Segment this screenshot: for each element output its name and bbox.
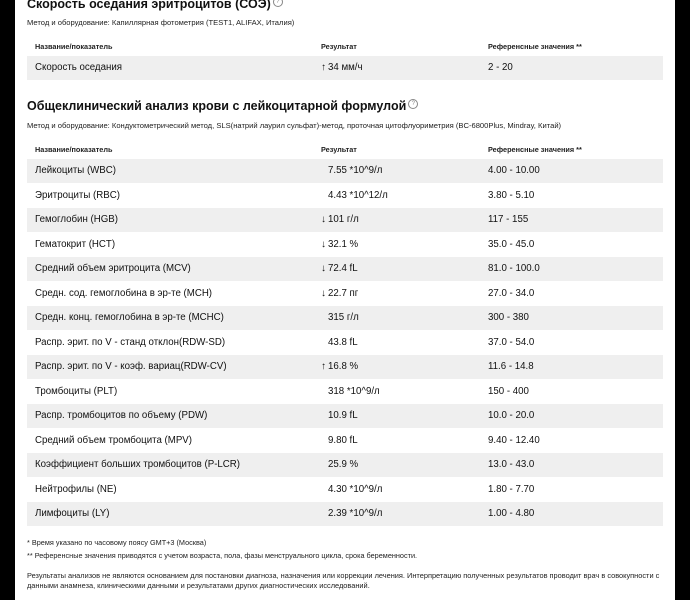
row-reference: 10.0 - 20.0 (488, 410, 535, 421)
row-reference: 3.80 - 5.10 (488, 189, 535, 201)
table-row (27, 159, 663, 183)
row-name: Распр. эрит. по V - станд отклон(RDW-SD) (35, 336, 226, 348)
row-name: Средний объем тромбоцита (MPV) (35, 434, 192, 446)
table-row (27, 404, 663, 428)
table-row (27, 257, 663, 281)
row-name: Средн. сод. гемоглобина в эр-те (MCH) (35, 287, 213, 299)
header-result: Результат (321, 145, 357, 154)
arrow-up-icon: ↑ (321, 62, 326, 73)
row-result-value: 101 г/л (328, 214, 359, 225)
table-row (27, 184, 663, 208)
table-row (27, 56, 663, 80)
table-row (27, 233, 663, 257)
row-name: Коэффициент больших тромбоцитов (P-LCR) (35, 459, 241, 470)
row-reference: 1.00 - 4.80 (488, 508, 535, 519)
row-result-value: 34 мм/ч (328, 62, 363, 73)
info-icon[interactable]: ? (273, 0, 283, 7)
row-result-value: 10.9 fL (328, 410, 358, 421)
row-reference: 300 - 380 (488, 312, 529, 323)
row-result (328, 459, 358, 470)
row-result-value: 16.8 % (328, 361, 359, 372)
row-result-value: 4.30 *10^9/л (328, 483, 383, 495)
row-reference: 1.80 - 7.70 (488, 483, 535, 495)
row-result (328, 508, 382, 519)
row-reference: 13.0 - 43.0 (488, 459, 535, 470)
arrow-down-icon: ↓ (321, 214, 326, 225)
row-reference: 27.0 - 34.0 (488, 287, 535, 299)
header-name: Название/показатель (35, 42, 113, 51)
table-row (27, 355, 663, 379)
row-result-value: 72.4 fL (328, 263, 358, 274)
cbc-method: Метод и оборудование: Кондуктометрический метод, SLS(натрий лаурил сульфат)-метод, проточная цитофлуориметрия (BC-6800Plus, Mindray, Китай) (27, 121, 562, 130)
row-result-value: 318 *10^9/л (328, 385, 380, 397)
table-row (27, 453, 663, 477)
row-reference: 117 - 155 (488, 214, 529, 225)
row-result-value: 25.9 % (328, 459, 359, 470)
row-name: Средний объем эритроцита (MCV) (35, 263, 191, 274)
row-name: Скорость оседания (35, 62, 122, 73)
row-result-value: 7.55 *10^9/л (328, 165, 383, 176)
row-reference: 4.00 - 10.00 (488, 165, 540, 176)
esr-section-title: Скорость оседания эритроцитов (СОЭ) ? (27, 0, 283, 11)
report-page (15, 0, 675, 600)
row-reference: 150 - 400 (488, 385, 529, 397)
row-name: Гемоглобин (HGB) (35, 214, 118, 225)
row-reference: 2 - 20 (488, 62, 513, 73)
row-result-value: 43.8 fL (328, 336, 358, 348)
row-name: Лейкоциты (WBC) (35, 165, 116, 176)
row-result-value: 9.80 fL (328, 434, 358, 446)
footnote-time: * Время указано по часовому поясу GMT+3 (Москва) (27, 538, 207, 547)
table-row (27, 282, 663, 306)
row-reference: 9.40 - 12.40 (488, 434, 540, 446)
footnote-reference: ** Референсные значения приводятся с учетом возраста, пола, фазы менструального цикла, срока беременности. (27, 551, 418, 560)
arrow-up-icon: ↑ (321, 361, 326, 372)
row-result (321, 361, 358, 372)
row-name: Гематокрит (HCT) (35, 238, 116, 250)
row-reference: 11.6 - 14.8 (488, 361, 534, 372)
cbc-table-header (27, 143, 663, 157)
table-row (27, 478, 663, 502)
header-ref: Референсные значения ** (488, 42, 582, 51)
row-reference: 37.0 - 54.0 (488, 336, 535, 348)
row-name: Лимфоциты (LY) (35, 508, 110, 519)
table-row (27, 208, 663, 232)
row-reference: 35.0 - 45.0 (488, 238, 535, 250)
row-result (328, 484, 382, 495)
row-result-value: 32.1 % (328, 238, 359, 250)
header-name: Название/показатель (35, 145, 113, 154)
row-name: Распр. эрит. по V - коэф. вариац(RDW-CV) (35, 361, 227, 372)
table-row (27, 380, 663, 404)
header-ref: Референсные значения ** (488, 145, 582, 154)
row-result (328, 337, 358, 348)
row-result-value: 22.7 пг (328, 287, 359, 299)
esr-method: Метод и оборудование: Капиллярная фотометрия (TEST1, ALIFAX, Италия) (27, 18, 295, 27)
row-result (328, 190, 388, 201)
row-result (328, 312, 359, 323)
row-result (321, 288, 358, 299)
arrow-down-icon: ↓ (321, 287, 326, 299)
row-reference: 81.0 - 100.0 (488, 263, 540, 274)
esr-table-header (27, 40, 663, 54)
row-name: Распр. тромбоцитов по объему (PDW) (35, 410, 208, 421)
row-result (328, 386, 380, 397)
row-result (328, 410, 358, 421)
row-result (328, 435, 358, 446)
arrow-down-icon: ↓ (321, 238, 326, 250)
table-row (27, 306, 663, 330)
row-result (321, 263, 358, 274)
row-name: Нейтрофилы (NE) (35, 483, 117, 495)
row-name: Эритроциты (RBC) (35, 189, 120, 201)
row-result-value: 2.39 *10^9/л (328, 508, 383, 519)
cbc-section-title: Общеклинический анализ крови с лейкоцитарной формулой ? (27, 99, 418, 113)
disclaimer: Результаты анализов не являются основанием для постановки диагноза, назначения или коррекции лечения. Интерпретацию полученных результатов проводит врач в совокупности с данными анамнеза, клиническими данными и результатами других диагностических исследований. (27, 571, 660, 590)
row-name: Тромбоциты (PLT) (35, 385, 118, 397)
arrow-down-icon: ↓ (321, 263, 326, 274)
row-result (321, 62, 363, 73)
row-result (321, 239, 358, 250)
header-result: Результат (321, 42, 357, 51)
table-row (27, 429, 663, 453)
row-name: Средн. конц. гемоглобина в эр-те (MCHC) (35, 312, 224, 323)
info-icon[interactable]: ? (408, 99, 418, 109)
row-result-value: 4.43 *10^12/л (328, 189, 388, 201)
row-result-value: 315 г/л (328, 312, 359, 323)
table-row (27, 502, 663, 526)
row-result (321, 214, 359, 225)
table-row (27, 331, 663, 355)
row-result (328, 165, 382, 176)
